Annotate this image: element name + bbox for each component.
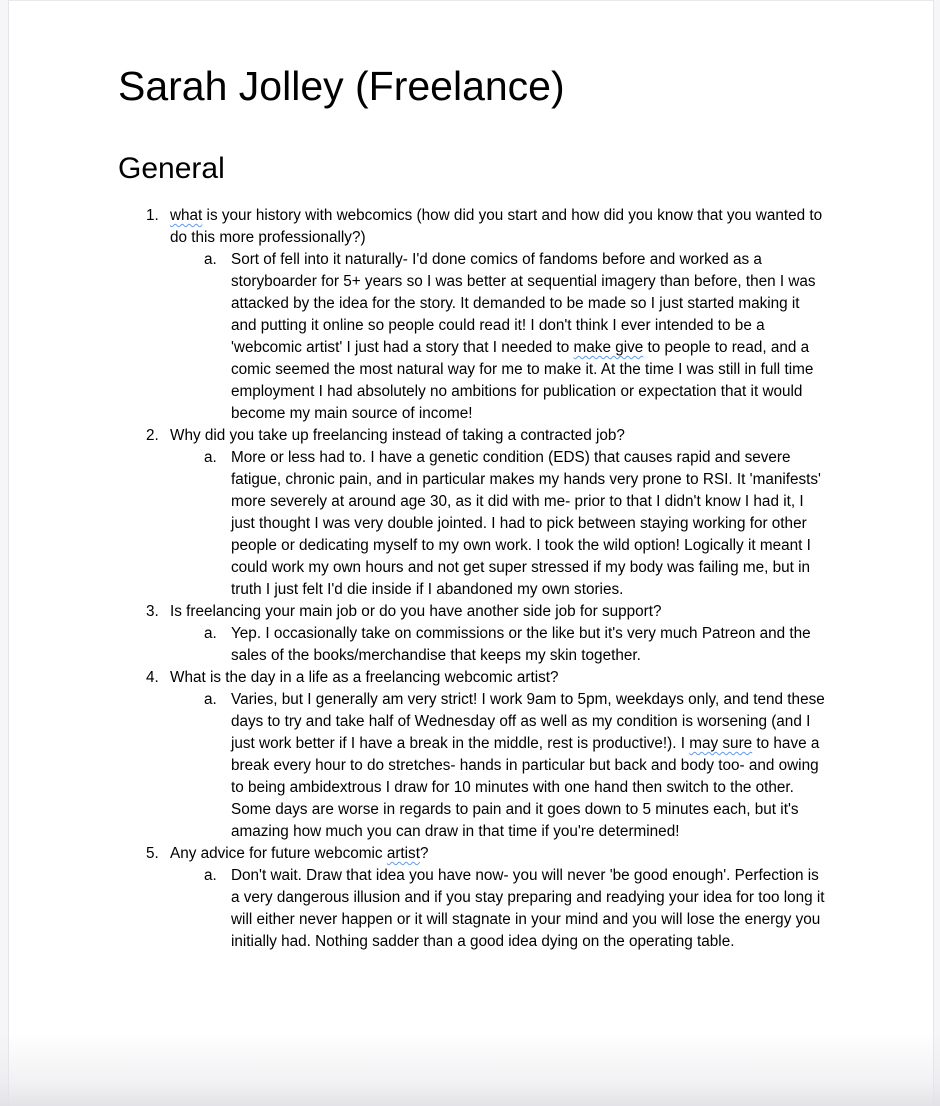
answer-letter: a. xyxy=(204,251,217,268)
answer-item xyxy=(170,447,827,601)
text-segment: What is the day in a life as a freelancing webcomic artist? xyxy=(170,669,559,686)
answer-text xyxy=(231,249,827,425)
spellcheck-flagged-text: may sure xyxy=(689,735,753,752)
text-segment: to have a break every hour to do stretches- hands in particular but back and body too- and owing to being ambidextrous I draw for 10 minutes with one hand then switch to the other. Some days are worse in regards to pain and it goes down to 5 minutes each, but it's amazing how much you can draw in that time if you're determined! xyxy=(231,735,820,840)
answer-text xyxy=(231,447,827,601)
question-item-4 xyxy=(118,667,827,843)
question-text xyxy=(170,205,827,249)
text-segment: More or less had to. I have a genetic condition (EDS) that causes rapid and severe fatigue, chronic pain, and in particular makes my hands very prone to RSI. It 'manifests' more severely at around age 30, as it did with me- prior to that I didn't know I had it, I just thought I was very double jointed. I had to pick between staying working for other people or dedicating myself to my own work. I took the wild option! Logically it meant I could work my own hours and not get super stressed if my body was failing me, but in truth I just felt I'd die inside if I abandoned my own stories. xyxy=(231,449,821,598)
question-text xyxy=(170,425,827,447)
question-item-1 xyxy=(118,205,827,425)
question-number: 4. xyxy=(146,669,159,686)
answer-letter: a. xyxy=(204,867,217,884)
document-content xyxy=(9,1,933,953)
answer-item xyxy=(170,865,827,953)
answer-item xyxy=(170,249,827,425)
text-segment: Any advice for future webcomic xyxy=(170,845,387,862)
question-text xyxy=(170,667,827,689)
text-segment: Sort of fell into it naturally- I'd done comics of fandoms before and worked as a storyboarder for 5+ years so I was better at sequential imagery than before, then I was attacked by the idea for the story. It demanded to be made so I just started making it and putting it online so people could read it! I don't think I ever intended to be a 'webcomic artist' I just had a story that I needed to xyxy=(231,251,816,356)
document-title: Sarah Jolley (Freelance) xyxy=(118,63,565,109)
text-segment: Don't wait. Draw that idea you have now- you will never 'be good enough'. Perfection is a very dangerous illusion and if you stay preparing and readying your idea for too long it will either never happen or it will stagnate in your mind and you will lose the energy you initially had. Nothing sadder than a good idea dying on the operating table. xyxy=(231,867,825,950)
answer-text xyxy=(231,865,827,953)
answer-letter: a. xyxy=(204,691,217,708)
text-segment: Yep. I occasionally take on commissions or the like but it's very much Patreon and the sales of the books/merchandise that keeps my skin together. xyxy=(231,625,811,664)
text-segment: Is freelancing your main job or do you have another side job for support? xyxy=(170,603,662,620)
question-item-3 xyxy=(118,601,827,667)
spellcheck-flagged-text: artist xyxy=(386,845,420,862)
text-segment: Why did you take up freelancing instead of taking a contracted job? xyxy=(170,427,625,444)
text-segment: Varies, but I generally am very strict! I work 9am to 5pm, weekdays only, and tend these days to try and take half of Wednesday off as well as my condition is worsening (and I just work better if I have a break in the middle, rest is productive!). I xyxy=(231,691,825,752)
question-text xyxy=(170,843,827,865)
spellcheck-flagged-text: what xyxy=(170,207,203,224)
document-page xyxy=(8,0,934,1106)
answer-item xyxy=(170,689,827,843)
question-item-2 xyxy=(118,425,827,601)
question-number: 2. xyxy=(146,427,159,444)
answer-text xyxy=(231,689,827,843)
text-segment: to people to read, and a comic seemed the most natural way for me to make it. At the time I was still in full time employment I had absolutely no ambitions for publication or expectation that it would become my main source of income! xyxy=(231,339,814,422)
answer-text xyxy=(231,623,827,667)
text-segment: is your history with webcomics (how did you start and how did you know that you wanted to do this more professionally?) xyxy=(170,207,823,246)
question-text xyxy=(170,601,827,623)
question-number: 5. xyxy=(146,845,159,862)
text-segment: ? xyxy=(419,845,429,862)
question-number: 1. xyxy=(146,207,159,224)
question-list xyxy=(118,205,827,953)
answer-letter: a. xyxy=(204,625,217,642)
section-heading-general: General xyxy=(118,152,225,185)
question-number: 3. xyxy=(146,603,159,620)
spellcheck-flagged-text: make give xyxy=(573,339,644,356)
answer-item xyxy=(170,623,827,667)
answer-letter: a. xyxy=(204,449,217,466)
question-item-5 xyxy=(118,843,827,953)
